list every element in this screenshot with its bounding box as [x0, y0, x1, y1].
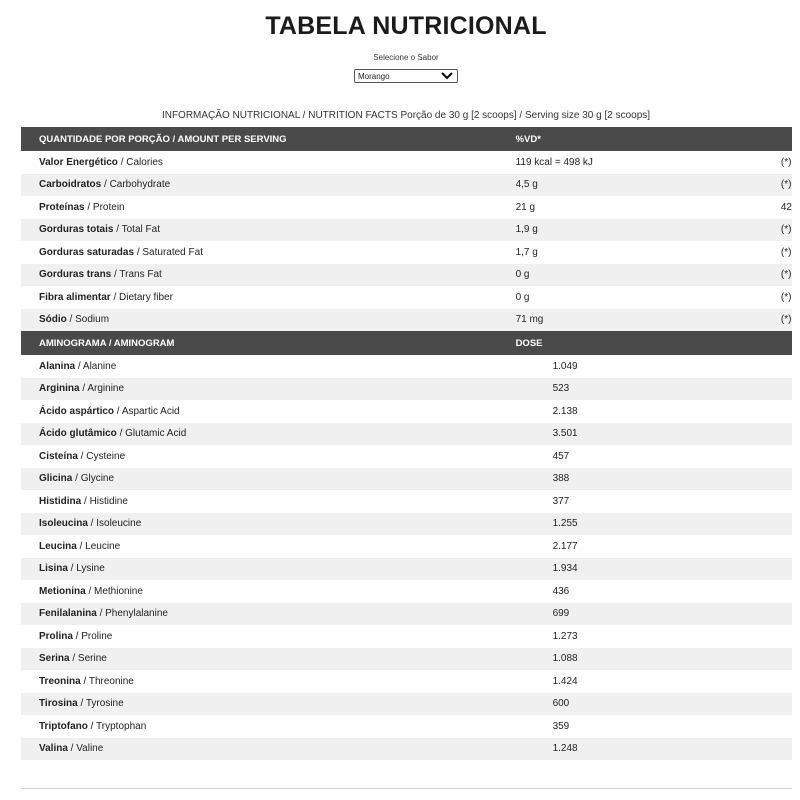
nutrient-name-en: / Glycine	[72, 473, 115, 485]
nutrient-name	[21, 625, 516, 648]
dose-cell: 1.424	[516, 670, 781, 693]
nutrient-name-pt: Gorduras totais	[39, 224, 114, 236]
table-row	[21, 535, 792, 558]
serving-info: INFORMAÇÃO NUTRICIONAL / NUTRITION FACTS Porção de 30 g [2 scoops] / Serving size 30 g [2 scoops]	[161, 110, 651, 121]
table-row	[21, 625, 792, 648]
table-row	[21, 738, 792, 761]
nutrient-name-pt: Treonina	[39, 675, 81, 687]
nutrient-name-pt: Serina	[39, 653, 70, 665]
nutrition-header-vd: %VD*	[516, 127, 781, 151]
dose-cell: 388	[516, 468, 781, 491]
nutrient-name-en: / Protein	[84, 201, 125, 213]
blank-cell	[781, 490, 792, 513]
blank-cell	[781, 355, 792, 378]
table-row	[21, 468, 792, 491]
dose-cell: 3.501	[516, 423, 781, 446]
nutrient-name-pt: Alanina	[39, 360, 76, 372]
blank-cell	[781, 670, 792, 693]
nutrient-name	[21, 648, 516, 671]
nutrient-name-en: / Glutamic Acid	[116, 428, 187, 440]
table-row	[21, 196, 792, 219]
nutrient-name-en: / Trans Fat	[111, 269, 162, 281]
nutrient-name-en: / Methionine	[85, 585, 143, 597]
aminogram-header-dose: DOSE	[516, 331, 781, 355]
amount-cell: 71 mg	[516, 309, 781, 332]
page-title: TABELA NUTRICIONAL	[265, 12, 547, 40]
dose-cell: 377	[516, 490, 781, 513]
nutrient-name-pt: Lisina	[39, 563, 68, 575]
nutrient-name-pt: Triptofano	[39, 720, 88, 732]
blank-cell	[781, 580, 792, 603]
amount-cell: 0 g	[516, 286, 781, 309]
dose-cell: 2.138	[516, 400, 781, 423]
blank-cell	[781, 535, 792, 558]
nutrient-name-en: / Phenylalanine	[96, 608, 168, 620]
amount-cell: 1,9 g	[516, 219, 781, 242]
dose-cell: 1.255	[516, 513, 781, 536]
nutrient-name-pt: Isoleucina	[39, 518, 88, 530]
dose-cell: 436	[516, 580, 781, 603]
table-row	[21, 400, 792, 423]
nutrient-name-pt: Ácido aspártico	[39, 405, 115, 417]
table-row	[21, 558, 792, 581]
blank-cell	[781, 423, 792, 446]
dose-cell: 699	[516, 603, 781, 626]
nutrient-name-en: / Alanine	[75, 360, 117, 372]
blank-cell	[781, 625, 792, 648]
nutrient-name-en: / Valine	[67, 743, 104, 755]
nutrient-name	[21, 490, 516, 513]
amount-cell: 4,5 g	[516, 174, 781, 197]
nutrient-name-en: / Serine	[69, 653, 107, 665]
dose-cell: 2.177	[516, 535, 781, 558]
nutrient-name-pt: Ácido glutâmico	[39, 428, 117, 440]
blank-cell	[781, 378, 792, 401]
nutrient-name-en: / Cysteine	[77, 450, 126, 462]
blank-cell	[781, 648, 792, 671]
nutrient-name	[21, 286, 516, 309]
nutrition-header-amount: QUANTIDADE POR PORÇÃO / AMOUNT PER SERVING	[21, 127, 516, 151]
table-row	[21, 648, 792, 671]
divider	[21, 788, 792, 789]
table-row	[21, 670, 792, 693]
nutrient-name-pt: Arginina	[39, 383, 80, 395]
nutrient-name-en: / Threonine	[80, 675, 134, 687]
aminogram-header-body	[21, 331, 792, 355]
dose-cell: 523	[516, 378, 781, 401]
nutrient-name-pt: Fenilalanina	[39, 608, 97, 620]
nutrient-name	[21, 535, 516, 558]
amount-cell: 0 g	[516, 264, 781, 287]
nutrient-name-en: / Leucine	[76, 540, 121, 552]
table-row	[21, 151, 792, 174]
dose-cell: 359	[516, 715, 781, 738]
blank-cell	[781, 400, 792, 423]
nutrient-name-pt: Valina	[39, 743, 68, 755]
vd-cell: (*)	[781, 219, 792, 242]
nutrient-name	[21, 513, 516, 536]
flavor-select-label: Selecione o Sabor	[373, 53, 439, 62]
dose-cell: 1.088	[516, 648, 781, 671]
nutrient-name	[21, 738, 516, 761]
nutrient-name-en: / Histidine	[81, 495, 128, 507]
nutrient-name-en: / Total Fat	[113, 224, 160, 236]
vd-cell: (*)	[781, 174, 792, 197]
dose-cell: 457	[516, 445, 781, 468]
dose-cell: 1.934	[516, 558, 781, 581]
nutrition-body	[21, 151, 792, 331]
table-row	[21, 309, 792, 332]
nutrient-name-pt: Fibra alimentar	[39, 291, 111, 303]
blank-cell	[781, 715, 792, 738]
nutrient-name-pt: Prolina	[39, 630, 73, 642]
aminogram-body	[21, 355, 792, 760]
table-row	[21, 603, 792, 626]
nutrient-name	[21, 151, 516, 174]
nutrient-name-en: / Calories	[117, 156, 163, 168]
nutrient-name	[21, 196, 516, 219]
nutrition-header-blank	[781, 127, 792, 151]
amount-cell: 1,7 g	[516, 241, 781, 264]
nutrient-name-pt: Leucina	[39, 540, 77, 552]
nutrient-name	[21, 309, 516, 332]
blank-cell	[781, 693, 792, 716]
nutrient-name	[21, 715, 516, 738]
dose-cell: 1.049	[516, 355, 781, 378]
flavor-selected-value: Morango	[358, 71, 390, 81]
nutrient-name-en: / Isoleucine	[87, 518, 142, 530]
nutrient-name	[21, 558, 516, 581]
nutrient-name	[21, 468, 516, 491]
flavor-select[interactable]	[354, 69, 458, 83]
chevron-down-icon	[441, 71, 453, 81]
nutrient-name	[21, 603, 516, 626]
nutrient-name-en: / Arginine	[79, 383, 125, 395]
nutrient-name	[21, 241, 516, 264]
blank-cell	[781, 738, 792, 761]
nutrient-name	[21, 219, 516, 242]
nutrient-name	[21, 670, 516, 693]
dose-cell: 600	[516, 693, 781, 716]
dose-cell: 1.273	[516, 625, 781, 648]
nutrient-name	[21, 400, 516, 423]
nutrient-name	[21, 580, 516, 603]
table-row	[21, 264, 792, 287]
nutrient-name-en: / Proline	[72, 630, 113, 642]
vd-cell: 42	[781, 196, 792, 219]
blank-cell	[781, 445, 792, 468]
table-row	[21, 693, 792, 716]
nutrition-header-row	[21, 127, 792, 151]
table-row	[21, 219, 792, 242]
nutrient-name-en: / Aspartic Acid	[114, 405, 180, 417]
nutrient-name-pt: Glicina	[39, 473, 73, 485]
vd-cell: (*)	[781, 241, 792, 264]
nutrition-table	[21, 127, 792, 760]
vd-cell: (*)	[781, 286, 792, 309]
table-row	[21, 445, 792, 468]
nutrient-name-pt: Proteínas	[39, 201, 85, 213]
nutrient-name	[21, 693, 516, 716]
nutrient-name-en: / Tyrosine	[77, 698, 124, 710]
blank-cell	[781, 468, 792, 491]
nutrient-name-en: / Carbohydrate	[101, 179, 171, 191]
nutrient-name-pt: Cisteína	[39, 450, 78, 462]
nutrient-name-en: / Saturated Fat	[134, 246, 203, 258]
dose-cell: 1.248	[516, 738, 781, 761]
nutrient-name-pt: Gorduras trans	[39, 269, 112, 281]
nutrient-name	[21, 264, 516, 287]
nutrient-name-pt: Histidina	[39, 495, 82, 507]
nutrient-name	[21, 423, 516, 446]
blank-cell	[781, 558, 792, 581]
nutrient-name-en: / Sodium	[66, 314, 110, 326]
nutrient-name-pt: Tirosina	[39, 698, 78, 710]
vd-cell: (*)	[781, 151, 792, 174]
vd-cell: (*)	[781, 264, 792, 287]
table-row	[21, 378, 792, 401]
amount-cell: 119 kcal = 498 kJ	[516, 151, 781, 174]
nutrient-name-pt: Metionina	[39, 585, 86, 597]
vd-cell: (*)	[781, 309, 792, 332]
table-row	[21, 286, 792, 309]
nutrient-name	[21, 174, 516, 197]
table-row	[21, 580, 792, 603]
blank-cell	[781, 513, 792, 536]
nutrient-name-en: / Dietary fiber	[110, 291, 173, 303]
nutrient-name	[21, 355, 516, 378]
nutrient-name	[21, 378, 516, 401]
table-row	[21, 513, 792, 536]
aminogram-header-name: AMINOGRAMA / AMINOGRAM	[21, 331, 516, 355]
aminogram-header-blank	[781, 331, 792, 355]
table-row	[21, 241, 792, 264]
nutrient-name-pt: Sódio	[39, 314, 67, 326]
table-row	[21, 174, 792, 197]
table-row	[21, 715, 792, 738]
blank-cell	[781, 603, 792, 626]
table-row	[21, 355, 792, 378]
amount-cell: 21 g	[516, 196, 781, 219]
nutrient-name-en: / Tryptophan	[87, 720, 147, 732]
nutrient-name-en: / Lysine	[67, 563, 105, 575]
table-row	[21, 423, 792, 446]
nutrient-name-pt: Valor Energético	[39, 156, 118, 168]
nutrient-name-pt: Carboidratos	[39, 179, 102, 191]
aminogram-header-row	[21, 331, 792, 355]
nutrient-name-pt: Gorduras saturadas	[39, 246, 135, 258]
table-row	[21, 490, 792, 513]
nutrient-name	[21, 445, 516, 468]
